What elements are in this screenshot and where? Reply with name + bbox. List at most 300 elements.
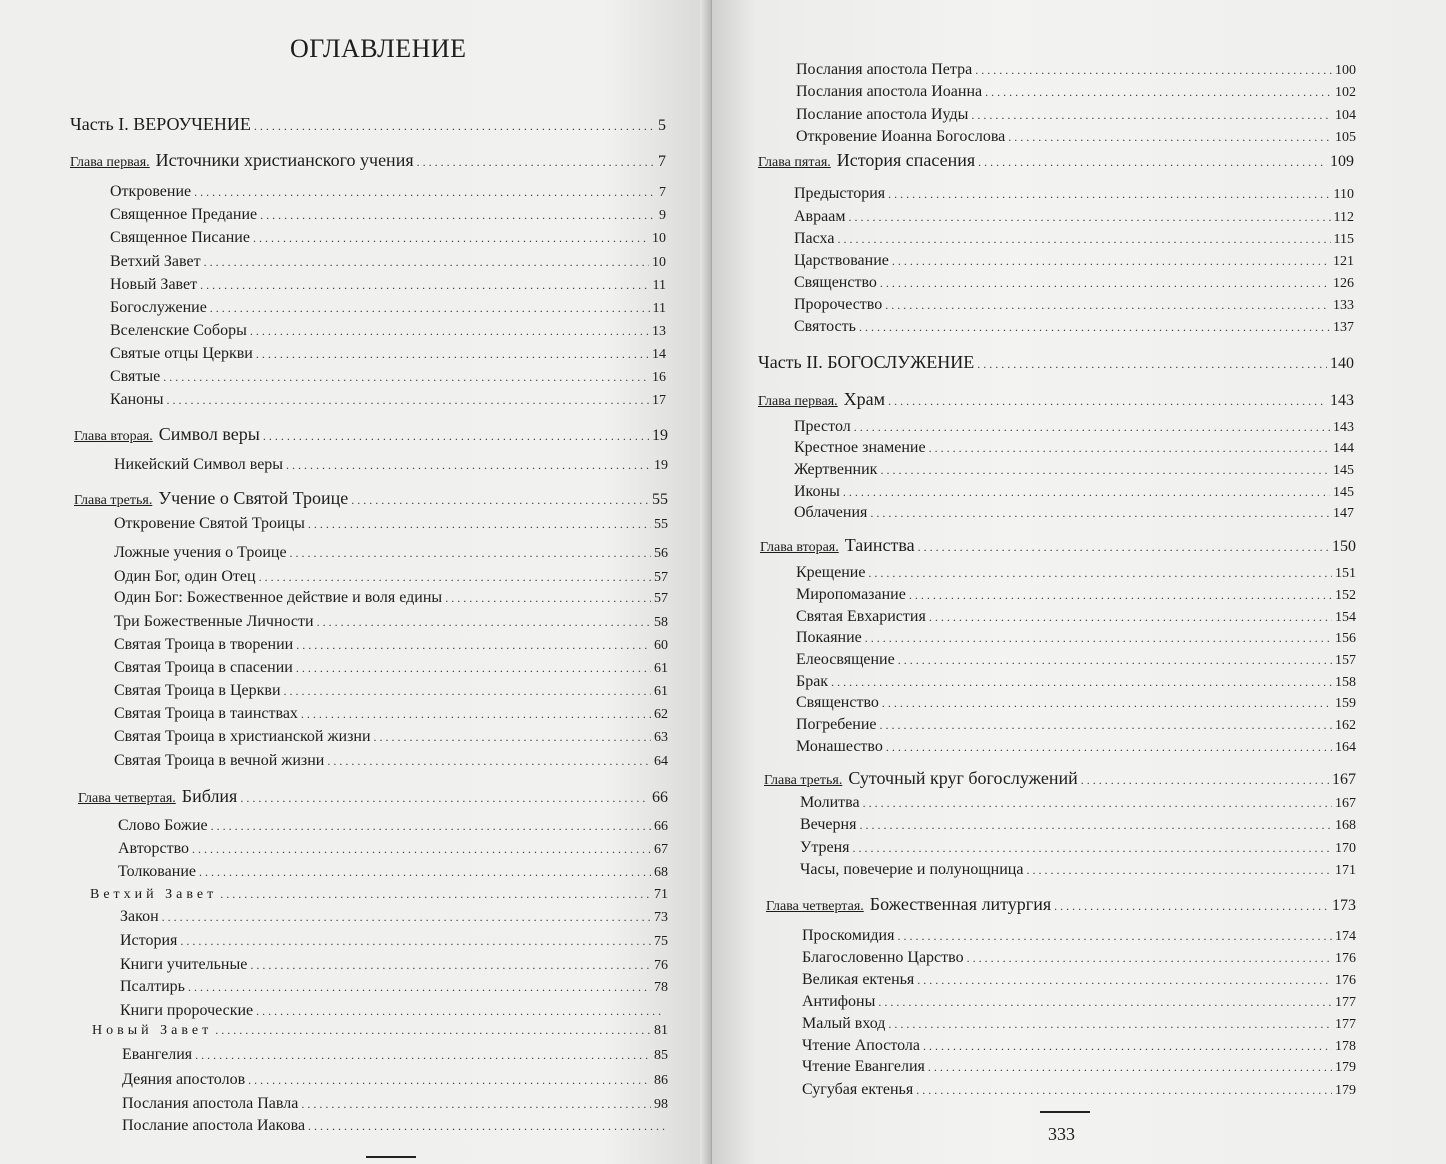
- right-toc-item-row: [796, 650, 1356, 671]
- left-toc-section-row: [92, 1020, 668, 1041]
- entry-page-number: 176: [1335, 973, 1356, 988]
- entry-page-number: 177: [1335, 995, 1356, 1010]
- dot-leader: [374, 727, 651, 747]
- right-toc-item-row: [796, 628, 1356, 649]
- right-toc-chap-row: [758, 389, 1354, 412]
- entry-title: Послания апостола Петра: [796, 61, 973, 78]
- entry-title: История: [120, 932, 178, 949]
- entry-title: Благословенно Царство: [802, 949, 964, 966]
- dot-leader: [250, 955, 651, 975]
- dot-leader: [1081, 770, 1329, 790]
- entry-page-number: 171: [1335, 863, 1356, 878]
- entry-page-number: 156: [1335, 631, 1356, 646]
- entry-title: Престол: [794, 418, 851, 435]
- left-toc-item-row: [114, 612, 668, 633]
- chapter-number: Глава первая.: [758, 394, 838, 409]
- entry-page-number: 14: [652, 347, 666, 362]
- entry-title: Жертвенник: [794, 461, 878, 478]
- left-toc-item-row: [120, 907, 668, 928]
- chapter-heading: [758, 150, 975, 173]
- left-toc-item-row: [114, 543, 668, 564]
- entry-page-number: 133: [1333, 298, 1354, 313]
- right-toc-item-row: [800, 838, 1356, 859]
- entry-page-number: 98: [654, 1097, 668, 1112]
- entry-title: Святая Троица в вечной жизни: [114, 752, 325, 769]
- dot-leader: [880, 273, 1330, 293]
- left-toc-item-row: [118, 839, 668, 860]
- entry-title: Святая Троица в Церкви: [114, 682, 281, 699]
- entry-page-number: 11: [652, 278, 666, 293]
- entry-title: Откровение Святой Троицы: [114, 515, 305, 532]
- entry-title: Священное Предание: [110, 206, 258, 223]
- entry-page-number: 170: [1335, 841, 1356, 856]
- entry-page-number: 73: [654, 910, 668, 925]
- right-toc-item-row: [794, 273, 1354, 294]
- right-toc-chap-row: [758, 150, 1354, 173]
- chapter-heading: [764, 768, 1078, 791]
- entry-page-number: 10: [652, 255, 666, 270]
- entry-page-number: 17: [652, 393, 666, 408]
- entry-page-number: 162: [1335, 718, 1356, 733]
- chapter-heading: [74, 424, 260, 447]
- entry-title: Ложные учения о Троице: [114, 544, 287, 561]
- dot-leader: [929, 607, 1332, 627]
- entry-title: Брак: [796, 673, 829, 690]
- entry-title: Часы, повечерие и полунощница: [800, 861, 1024, 878]
- chapter-heading: [766, 894, 1051, 917]
- left-toc-item-row: [110, 182, 666, 203]
- left-toc-section-row: [90, 884, 668, 905]
- dot-leader: [868, 563, 1332, 583]
- right-toc-item-row: [796, 82, 1356, 103]
- right-toc-item-row: [796, 693, 1356, 714]
- right-toc-item-row: [796, 585, 1356, 606]
- entry-page-number: 16: [652, 370, 666, 385]
- entry-page-number: 176: [1335, 951, 1356, 966]
- dot-leader: [916, 1080, 1332, 1100]
- entry-page-number: 56: [654, 546, 668, 561]
- left-toc-chap-row: [74, 424, 668, 447]
- left-toc-item-row: [110, 252, 666, 273]
- entry-title: Откровение: [110, 183, 192, 200]
- left-toc-item-row: [114, 727, 668, 748]
- dot-leader: [888, 1014, 1332, 1034]
- chapter-heading: [70, 150, 414, 173]
- right-toc-item-row: [800, 815, 1356, 836]
- chapter-number: Глава вторая.: [760, 540, 839, 555]
- section-title: Новый Завет: [92, 1023, 213, 1038]
- entry-title: Великая ектенья: [802, 971, 915, 988]
- entry-title: Авраам: [794, 208, 846, 225]
- entry-page-number: 81: [654, 1023, 668, 1038]
- left-toc-item-row: [110, 228, 666, 249]
- dot-leader: [870, 503, 1330, 523]
- entry-page-number: 57: [654, 570, 668, 585]
- dot-leader: [928, 1057, 1332, 1077]
- entry-title: Святость: [794, 318, 856, 335]
- entry-page-number: 10: [652, 231, 666, 246]
- entry-title: Закон: [120, 908, 159, 925]
- entry-page-number: 7: [658, 153, 666, 170]
- left-toc-item-row: [110, 298, 666, 319]
- dot-leader: [863, 793, 1332, 813]
- entry-page-number: 7: [659, 185, 666, 200]
- entry-page-number: 121: [1333, 254, 1354, 269]
- entry-title: Послания апостола Павла: [122, 1095, 299, 1112]
- chapter-heading: [758, 389, 885, 412]
- entry-page-number: 115: [1333, 232, 1354, 247]
- entry-page-number: 147: [1333, 506, 1354, 521]
- dot-leader: [192, 839, 651, 859]
- entry-page-number: 86: [654, 1073, 668, 1088]
- right-toc-item-row: [794, 207, 1354, 228]
- entry-title: Один Бог: Божественное действие и воля едины: [114, 589, 443, 606]
- dot-leader: [880, 460, 1330, 480]
- dot-leader: [256, 1001, 665, 1021]
- dot-leader: [843, 482, 1330, 502]
- entry-title: Облачения: [794, 504, 868, 521]
- entry-title: Вселенские Соборы: [110, 322, 247, 339]
- left-toc-item-row: [122, 1045, 668, 1066]
- right-toc-item-row: [794, 417, 1354, 438]
- right-toc-item-row: [794, 229, 1354, 250]
- entry-title: Сугубая ектенья: [802, 1081, 914, 1098]
- right-toc-item-row: [796, 737, 1356, 758]
- dot-leader: [879, 715, 1332, 735]
- entry-title: Иконы: [794, 483, 840, 500]
- entry-page-number: 140: [1330, 355, 1354, 372]
- right-toc-item-row: [796, 127, 1356, 148]
- right-footer-rule: [1040, 1111, 1090, 1113]
- dot-leader: [259, 567, 651, 587]
- entry-page-number: 9: [659, 208, 666, 223]
- dot-leader: [308, 1116, 665, 1136]
- left-toc-item-row: [114, 751, 668, 772]
- dot-leader: [909, 585, 1332, 605]
- dot-leader: [317, 612, 651, 632]
- entry-title: Послание апостола Иакова: [122, 1117, 306, 1134]
- entry-page-number: 126: [1333, 276, 1354, 291]
- entry-title: Деяния апостолов: [122, 1071, 246, 1088]
- entry-title: Пасха: [794, 230, 835, 247]
- dot-leader: [163, 367, 649, 387]
- chapter-title: Библия: [181, 786, 238, 806]
- right-toc-item-row: [794, 295, 1354, 316]
- right-toc-item-row: [796, 60, 1356, 81]
- left-toc-item-row: [110, 390, 666, 411]
- entry-page-number: 152: [1335, 588, 1356, 603]
- entry-page-number: 64: [654, 754, 668, 769]
- entry-title: Книги учительные: [120, 956, 248, 973]
- entry-page-number: 102: [1335, 85, 1356, 100]
- dot-leader: [885, 295, 1330, 315]
- entry-title: Крещение: [796, 564, 866, 581]
- entry-page-number: 58: [654, 615, 668, 630]
- left-toc-item-row: [110, 205, 666, 226]
- entry-page-number: 145: [1333, 485, 1354, 500]
- dot-leader: [888, 184, 1330, 204]
- dot-leader: [854, 417, 1330, 437]
- entry-page-number: 174: [1335, 929, 1356, 944]
- dot-leader: [240, 788, 649, 808]
- entry-title: Пророчество: [794, 296, 883, 313]
- entry-title: Откровение Иоанна Богослова: [796, 128, 1006, 145]
- dot-leader: [859, 317, 1330, 337]
- dot-leader: [831, 672, 1332, 692]
- dot-leader: [286, 455, 651, 475]
- dot-leader: [256, 344, 649, 364]
- dot-leader: [210, 298, 650, 318]
- entry-title: Елеосвящение: [796, 651, 895, 668]
- dot-leader: [923, 1036, 1332, 1056]
- left-toc-item-row: [114, 704, 668, 725]
- entry-title: Утреня: [800, 839, 850, 856]
- dot-leader: [199, 862, 651, 882]
- right-toc-item-row: [796, 105, 1356, 126]
- dot-leader: [1026, 860, 1332, 880]
- entry-page-number: 11: [652, 301, 666, 316]
- entry-title: Послания апостола Иоанна: [796, 83, 983, 100]
- entry-title: Вечерня: [800, 816, 857, 833]
- left-toc-item-row: [122, 1094, 668, 1115]
- right-toc-item-row: [802, 1014, 1356, 1035]
- part-title: Часть I. ВЕРОУЧЕНИЕ: [70, 114, 251, 134]
- entry-title: Слово Божие: [118, 817, 208, 834]
- chapter-number: Глава третья.: [764, 773, 843, 788]
- left-toc-item-row: [110, 367, 666, 388]
- dot-leader: [445, 588, 651, 608]
- left-toc-item-row: [114, 635, 668, 656]
- entry-page-number: 76: [654, 958, 668, 973]
- entry-title: Проскомидия: [802, 927, 895, 944]
- entry-page-number: 159: [1335, 696, 1356, 711]
- entry-title: Никейский Символ веры: [114, 456, 284, 473]
- chapter-heading: [74, 488, 348, 511]
- entry-title: Святая Евхаристия: [796, 608, 926, 625]
- entry-title: Святые: [110, 368, 161, 385]
- entry-page-number: 167: [1335, 796, 1356, 811]
- toc-title: ОГЛАВЛЕНИЕ: [290, 34, 467, 63]
- entry-page-number: 60: [654, 638, 668, 653]
- dot-leader: [848, 207, 1330, 227]
- dot-leader: [967, 948, 1332, 968]
- entry-page-number: 68: [654, 865, 668, 880]
- right-toc-item-row: [794, 482, 1354, 503]
- entry-page-number: 55: [654, 517, 668, 532]
- left-toc-chap-row: [74, 488, 668, 511]
- entry-title: Покаяние: [796, 629, 862, 646]
- dot-leader: [853, 838, 1332, 858]
- left-toc-item-row: [110, 344, 666, 365]
- entry-title: Крестное знамение: [794, 439, 926, 456]
- left-toc-item-row: [114, 658, 668, 679]
- dot-leader: [204, 252, 649, 272]
- right-toc-item-row: [802, 926, 1356, 947]
- dot-leader: [882, 693, 1332, 713]
- entry-page-number: 150: [1332, 538, 1356, 555]
- dot-leader: [971, 105, 1332, 125]
- chapter-number: Глава четвертая.: [78, 791, 176, 806]
- entry-title: Святая Троица в христианской жизни: [114, 728, 371, 745]
- entry-title: Миропомазание: [796, 586, 906, 603]
- right-toc-item-row: [796, 672, 1356, 693]
- dot-leader: [194, 182, 656, 202]
- entry-title: Святая Троица в таинствах: [114, 705, 298, 722]
- entry-page-number: 63: [654, 730, 668, 745]
- dot-leader: [886, 737, 1332, 757]
- dot-leader: [200, 275, 649, 295]
- entry-page-number: 19: [652, 427, 668, 444]
- entry-page-number: 158: [1335, 675, 1356, 690]
- right-toc-item-row: [794, 184, 1354, 205]
- entry-title: Каноны: [110, 391, 164, 408]
- entry-page-number: 143: [1333, 420, 1354, 435]
- entry-page-number: 144: [1333, 441, 1354, 456]
- dot-leader: [985, 82, 1332, 102]
- entry-title: Ветхий Завет: [110, 253, 201, 270]
- dot-leader: [263, 426, 649, 446]
- chapter-number: Глава вторая.: [74, 429, 153, 444]
- right-toc-item-row: [800, 860, 1356, 881]
- left-toc-item-row: [118, 816, 668, 837]
- entry-title: Три Божественные Личности: [114, 613, 314, 630]
- dot-leader: [351, 490, 649, 510]
- entry-page-number: 61: [654, 661, 668, 676]
- left-toc-item-row: [110, 275, 666, 296]
- entry-title: Священное Писание: [110, 229, 250, 246]
- dot-leader: [195, 1045, 651, 1065]
- entry-title: Погребение: [796, 716, 877, 733]
- dot-leader: [284, 681, 651, 701]
- dot-leader: [878, 992, 1332, 1012]
- entry-title: Толкование: [118, 863, 196, 880]
- dot-leader: [166, 390, 649, 410]
- right-toc-item-row: [794, 503, 1354, 524]
- left-toc-chap-row: [70, 150, 666, 173]
- entry-title: Священство: [794, 274, 877, 291]
- dot-leader: [162, 907, 651, 927]
- right-page: [712, 0, 1446, 1164]
- dot-leader: [837, 229, 1330, 249]
- entry-page-number: 13: [652, 324, 666, 339]
- entry-title: Богослужение: [110, 299, 207, 316]
- entry-page-number: 75: [654, 934, 668, 949]
- left-toc-item-row: [122, 1070, 668, 1091]
- entry-title: Святая Троица в творении: [114, 636, 294, 653]
- entry-page-number: 100: [1335, 63, 1356, 78]
- dot-leader: [220, 884, 651, 904]
- entry-page-number: 167: [1332, 771, 1356, 788]
- left-toc-part-row: [70, 114, 666, 136]
- page-number: 333: [1048, 1124, 1075, 1144]
- right-toc-item-row: [802, 948, 1356, 969]
- entry-title: Предыстория: [794, 185, 886, 202]
- dot-leader: [897, 926, 1332, 946]
- chapter-title: Символ веры: [158, 424, 260, 444]
- right-toc-item-row: [802, 970, 1356, 991]
- right-toc-item-row: [796, 715, 1356, 736]
- chapter-title: Божественная литургия: [869, 894, 1052, 914]
- entry-page-number: 85: [654, 1048, 668, 1063]
- left-toc-item-row: [114, 588, 668, 609]
- entry-page-number: 112: [1333, 210, 1354, 225]
- dot-leader: [918, 537, 1329, 557]
- left-toc-item-row: [120, 955, 668, 976]
- entry-page-number: 78: [654, 980, 668, 995]
- chapter-heading: [78, 786, 237, 809]
- entry-page-number: 177: [1335, 1017, 1356, 1032]
- entry-page-number: 179: [1335, 1060, 1356, 1075]
- dot-leader: [892, 251, 1330, 271]
- entry-title: Новый Завет: [110, 276, 198, 293]
- entry-page-number: 67: [654, 842, 668, 857]
- right-toc-item-row: [800, 793, 1356, 814]
- entry-title: Чтение Апостола: [802, 1037, 920, 1054]
- dot-leader: [977, 354, 1327, 374]
- entry-page-number: 168: [1335, 818, 1356, 833]
- right-toc-part-row: [758, 352, 1354, 374]
- entry-page-number: 143: [1330, 392, 1354, 409]
- entry-title: Молитва: [800, 794, 860, 811]
- dot-leader: [975, 60, 1332, 80]
- entry-page-number: 19: [654, 458, 668, 473]
- entry-page-number: 62: [654, 707, 668, 722]
- entry-page-number: 179: [1335, 1083, 1356, 1098]
- dot-leader: [301, 704, 651, 724]
- entry-page-number: 109: [1330, 153, 1354, 170]
- right-toc-item-row: [796, 563, 1356, 584]
- right-toc-chap-row: [760, 535, 1356, 558]
- right-toc-chap-row: [766, 894, 1356, 917]
- left-toc-item-row: [114, 567, 668, 588]
- entry-page-number: 105: [1335, 130, 1356, 145]
- right-toc-item-row: [794, 251, 1354, 272]
- left-toc-item-row: [118, 862, 668, 883]
- chapter-title: Источники христианского учения: [155, 150, 414, 170]
- entry-page-number: 110: [1333, 187, 1354, 202]
- dot-leader: [917, 970, 1332, 990]
- dot-leader: [253, 228, 649, 248]
- chapter-title: Храм: [843, 389, 886, 409]
- entry-title: Монашество: [796, 738, 883, 755]
- dot-leader: [327, 751, 651, 771]
- entry-page-number: 137: [1333, 320, 1354, 335]
- entry-title: Святая Троица в спасении: [114, 659, 293, 676]
- dot-leader: [188, 977, 651, 997]
- chapter-title: Таинства: [844, 535, 915, 555]
- entry-title: Один Бог, один Отец: [114, 568, 256, 585]
- dot-leader: [898, 650, 1332, 670]
- entry-title: Послание апостола Иуды: [796, 106, 969, 123]
- dot-leader: [248, 1070, 651, 1090]
- left-toc-item-row: [110, 321, 666, 342]
- entry-title: Святые отцы Церкви: [110, 345, 253, 362]
- entry-page-number: 151: [1335, 566, 1356, 581]
- right-toc-item-row: [802, 1036, 1356, 1057]
- dot-leader: [215, 1020, 651, 1040]
- entry-page-number: 66: [654, 819, 668, 834]
- chapter-title: История спасения: [836, 150, 976, 170]
- right-toc-item-row: [802, 992, 1356, 1013]
- entry-title: Священство: [796, 694, 879, 711]
- right-toc-item-row: [794, 438, 1354, 459]
- right-toc-item-row: [794, 317, 1354, 338]
- entry-page-number: 57: [654, 591, 668, 606]
- dot-leader: [254, 116, 655, 136]
- part-title: Часть II. БОГОСЛУЖЕНИЕ: [758, 352, 975, 372]
- left-page: [0, 0, 712, 1164]
- left-toc-item-row: [114, 455, 668, 476]
